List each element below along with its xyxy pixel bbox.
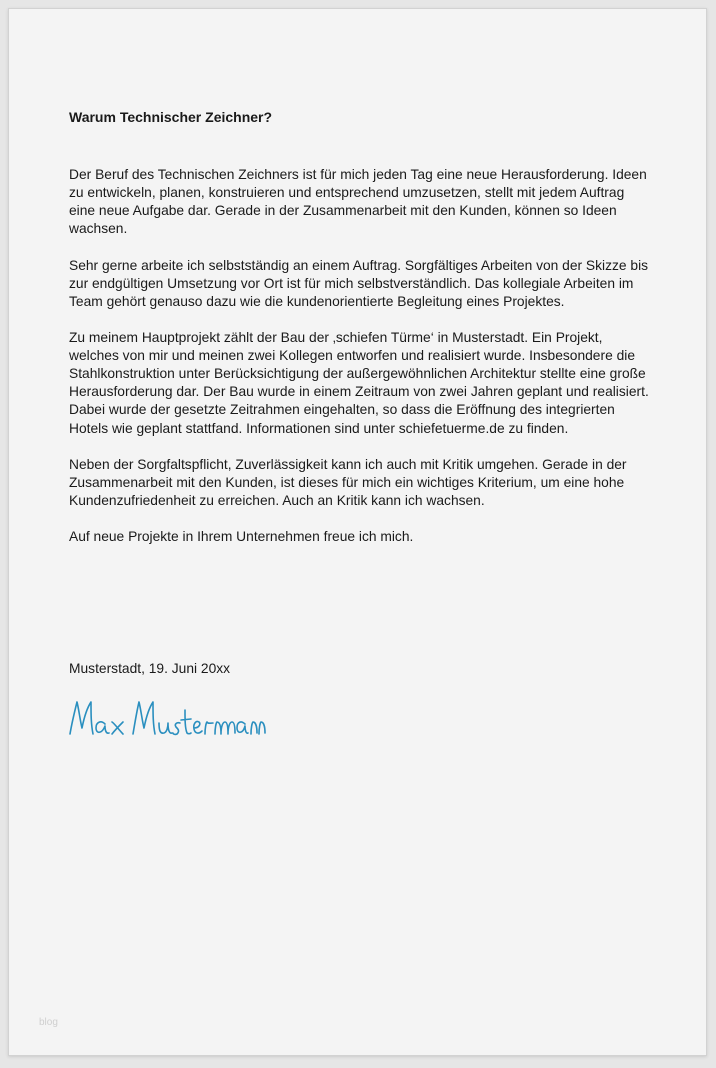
letter-title: Warum Technischer Zeichner?	[69, 109, 273, 125]
handwritten-signature	[67, 694, 267, 742]
place-and-date: Musterstadt, 19. Juni 20xx	[69, 661, 231, 676]
watermark: blog	[39, 1017, 58, 1028]
letter-page	[8, 8, 707, 1056]
paragraph-3: Zu meinem Hauptprojekt zählt der Bau der ‚schiefen Türme‘ in Musterstadt. Ein Projekt, welches von mir und meinen zwei Kollegen entworfen und realisiert wurde. Insbesondere die Stahlkonstruktion unter Berücksichtigung der außergewöhnlichen Architektur stellte eine große Herausforderung dar. Der Bau wurde in einem Zeitraum von zwei Jahren geplant und realisiert. Dabei wurde der gesetzte Zeitrahmen eingehalten, so dass die Eröffnung des integrierten Hotels wie geplant stattfand. Informationen sind unter schiefetuerme.de zu finden.	[69, 330, 649, 436]
paragraph-5: Auf neue Projekte in Ihrem Unternehmen freue ich mich.	[69, 529, 414, 545]
paragraph-4: Neben der Sorgfaltspflicht, Zuverlässigkeit kann ich auch mit Kritik umgehen. Gerade in der Zusammenarbeit mit den Kunden, ist dieses für mich ein wichtiges Kriterium, um eine hohe Kundenzufriedenheit zu erreichen. Auch an Kritik kann ich wachsen.	[69, 456, 627, 508]
paragraph-2: Sehr gerne arbeite ich selbstständig an einem Auftrag. Sorgfältiges Arbeiten von der Skizze bis zur endgültigen Umsetzung vor Ort ist für mich selbstverständlich. Das kollegiale Arbeiten im Team gehört genauso dazu wie die kundenorientierte Begleitung eines Projektes.	[69, 257, 649, 309]
letter-body	[69, 166, 649, 565]
paragraph-1: Der Beruf des Technischen Zeichners ist für mich jeden Tag eine neue Herausforderung. Ideen zu entwickeln, planen, konstruieren und entsprechend umzusetzen, stellt mit jedem Auftrag eine neue Aufgabe dar. Gerade in der Zusammenarbeit mit den Kunden, können so Ideen wachsen.	[69, 167, 647, 237]
